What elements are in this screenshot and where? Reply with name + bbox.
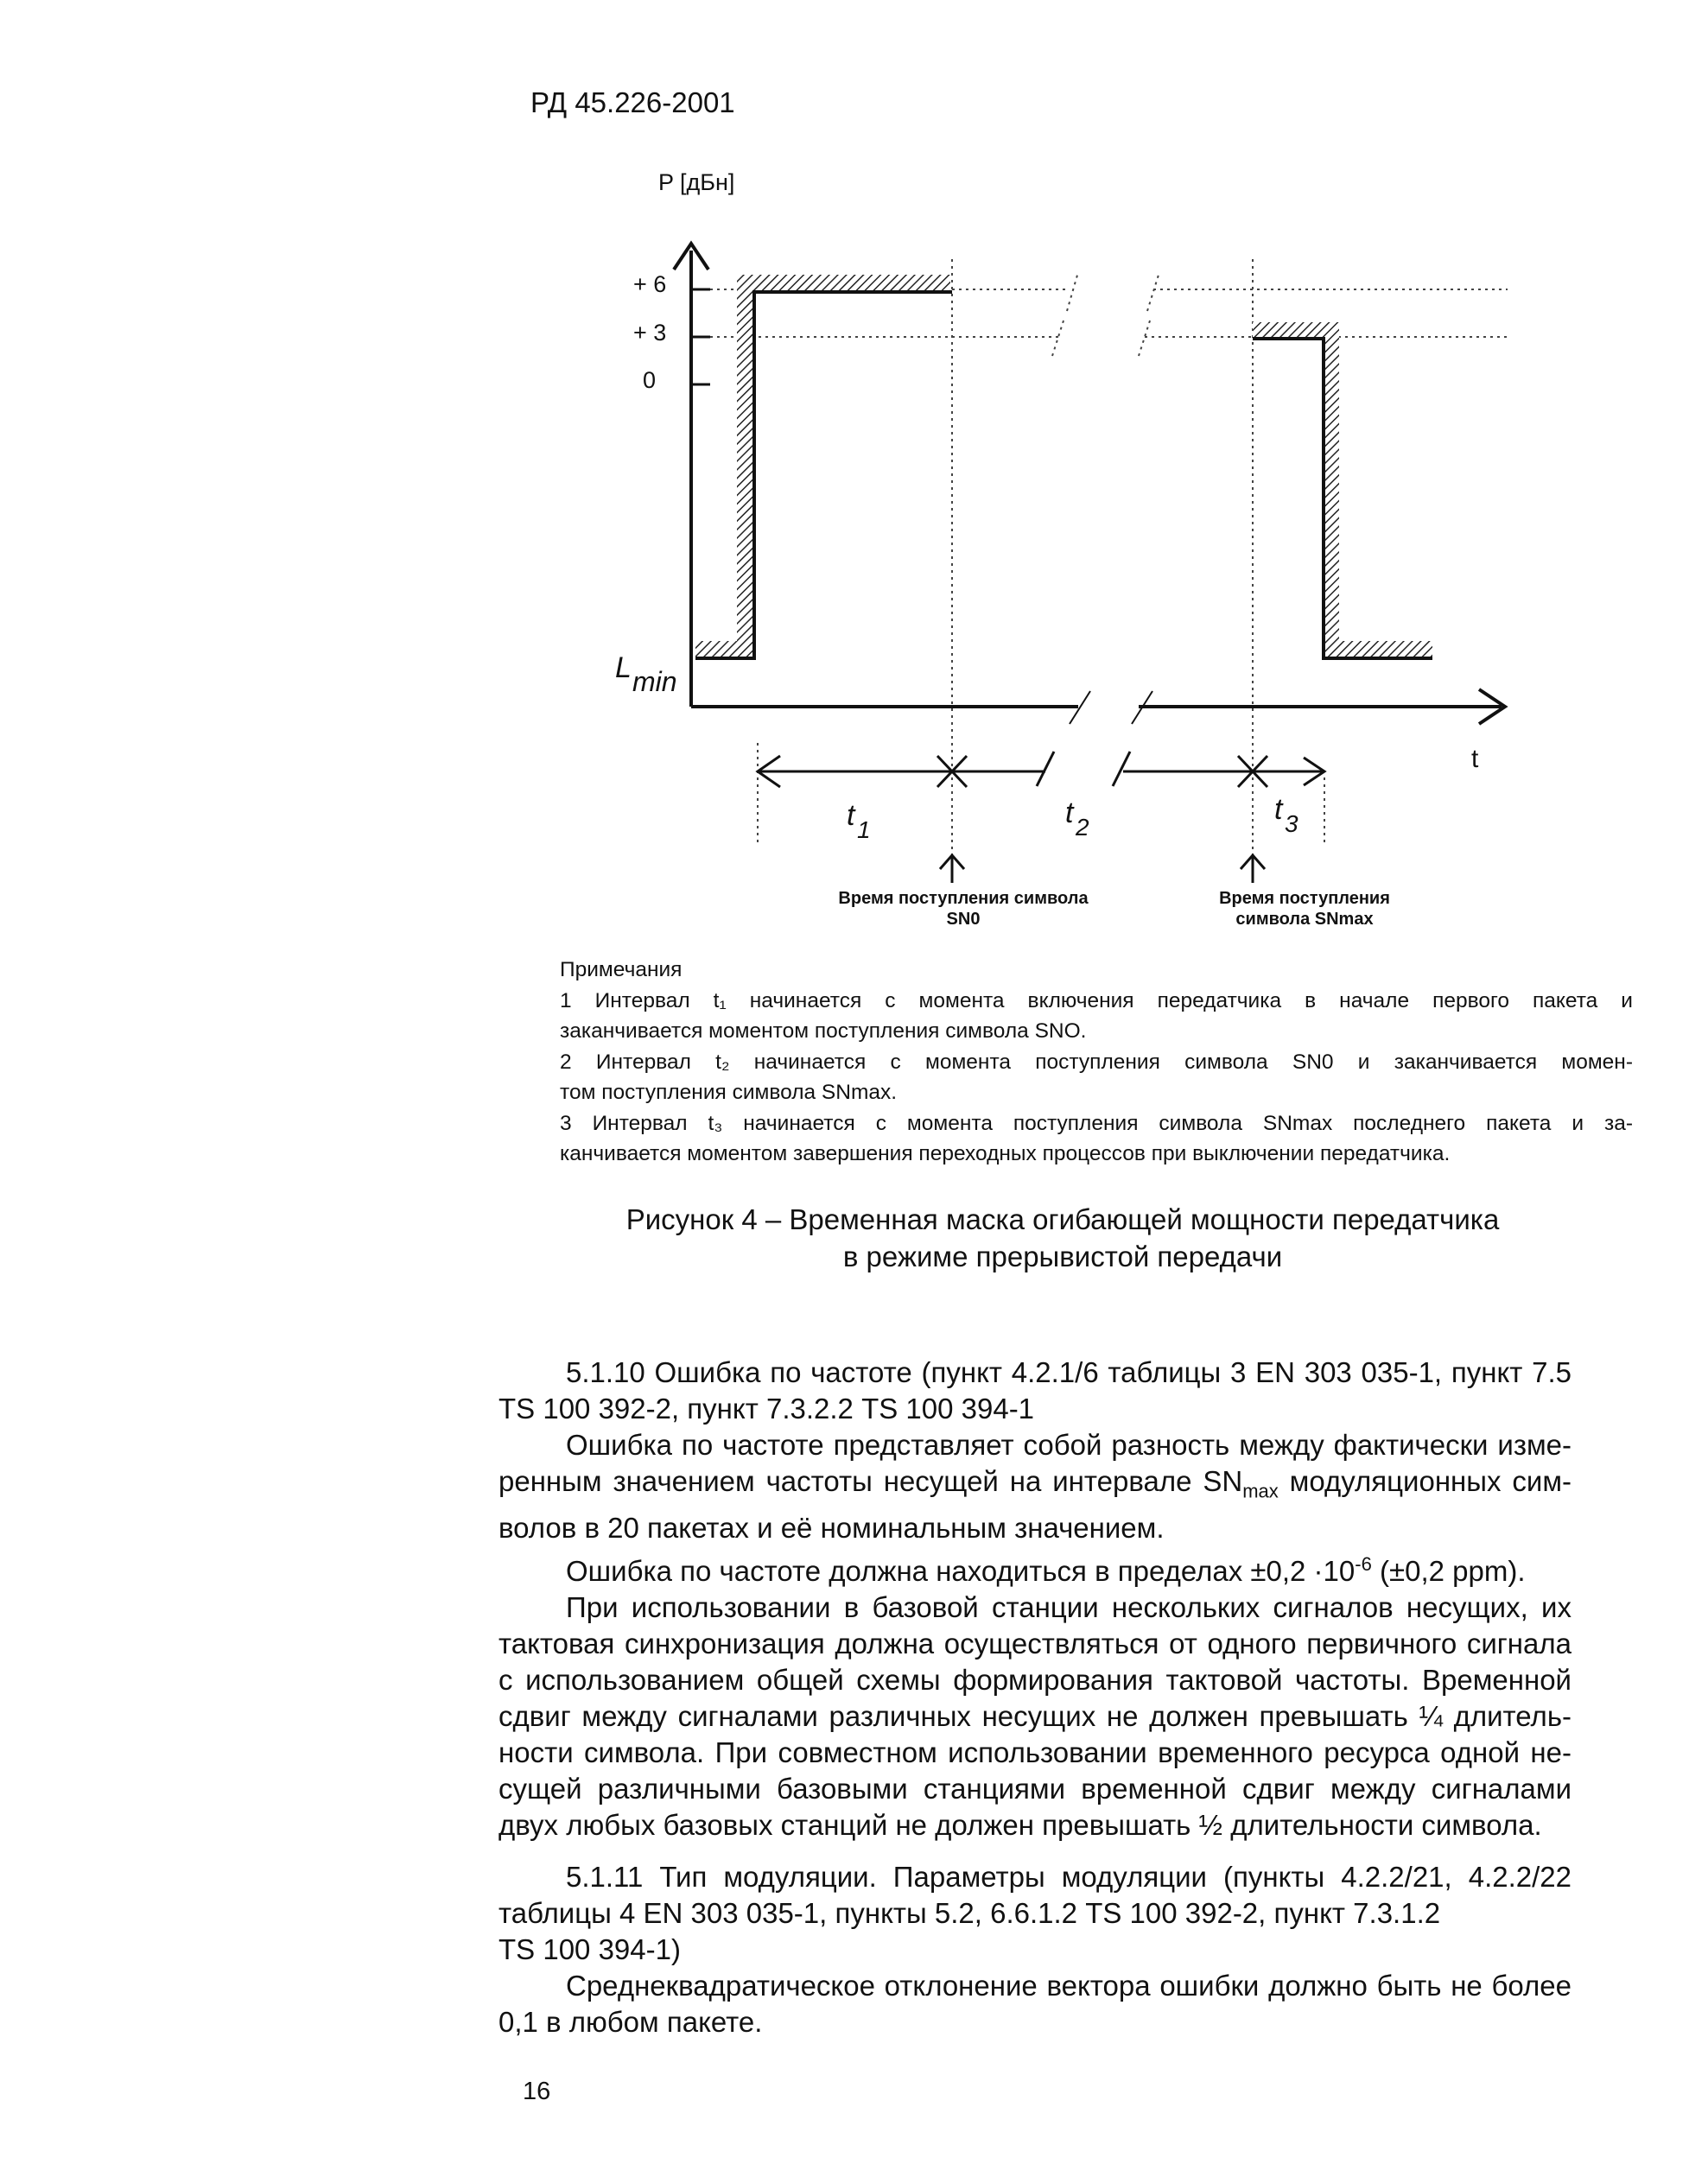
reference-lines [710,259,1508,864]
interval-t2-label: t [1065,796,1074,829]
interval-t2-sub: 2 [1076,814,1089,841]
page-number: 16 [523,2078,551,2105]
section-5-1-11-heading-line-3: TS 100 394-1) [498,1933,681,1965]
note-2-line-2: том поступления символа SNmax. [560,1081,898,1104]
para-3-line-5: ности символа. При совместном использовании временного ресурса одной не- [498,1736,1571,1768]
interval-t3-label: t [1274,793,1283,826]
note-1-line-1: 1 Интервал t₁ начинается с момента включения передатчика в начале первого пакета и [560,988,1633,1012]
note-1-line-2: заканчивается моментом поступления символа SNO. [560,1019,1087,1043]
interval-t1-sub: 1 [857,816,871,843]
para-1-line-3: волов в 20 пакетах и её номинальным значением. [498,1511,1165,1544]
sn0-label-line1: Время поступления символа [838,889,1089,908]
para-3-line-2: тактовая синхронизация должна осуществляться от одного первичного сигнала [498,1627,1571,1659]
last-pulse-mask [1253,322,1432,659]
para-evm-line-1: Среднеквадратическое отклонение вектора ошибки должно быть не более [566,1970,1571,2002]
figure-notes [560,955,1633,1170]
y-tick-label-plus3: + 3 [633,320,667,346]
y-tick-label-plus6: + 6 [633,271,667,297]
lmin-label: L [615,651,632,684]
interval-t3-sub: 3 [1285,810,1298,837]
x-axis [691,689,1505,724]
section-5-1-10-heading-line-2: TS 100 392-2, пункт 7.3.2.2 TS 100 394-1 [498,1393,1035,1425]
notes-title: Примечания [560,958,683,981]
first-pulse-mask [695,275,952,658]
lmin-subscript: min [632,666,677,697]
para-3-line-6: сущей различными базовыми станциями временной сдвиг между сигналами [498,1772,1571,1805]
sn0-label-line2: SN0 [946,910,981,929]
x-axis-label: t [1471,745,1479,773]
section-5-1-10 [498,1355,1571,1843]
para-evm-line-2: 0,1 в любом пакете. [498,2006,763,2038]
figure-caption [518,1201,1607,1275]
para-3-line-3: с использованием общей схемы формирования тактовой частоты. Временной [498,1663,1571,1696]
section-5-1-11-heading-line-1: 5.1.11 Тип модуляции. Параметры модуляции (пункты 4.2.2/21, 4.2.2/22 [566,1861,1571,1893]
para-2-line-1: Ошибка по частоте должна находиться в пределах $\pm 0,2 \cdot 10^{-6}$ (±0,2 ppm). [566,1552,1526,1587]
para-3-line-7: двух любых базовых станций не должен превышать ½ длительности символа. [498,1808,1542,1841]
section-5-1-10-heading-line-1: 5.1.10 Ошибка по частоте (пункт 4.2.1/6 таблицы 3 EN 303 035-1, пункт 7.5 [566,1356,1571,1388]
para-3-line-1: При использовании в базовой станции нескольких сигналов несущих, их [566,1590,1571,1623]
section-5-1-11-heading-line-2: таблицы 4 EN 303 035-1, пункты 5.2, 6.6.1.2 TS 100 392-2, пункт 7.3.1.2 [498,1897,1441,1929]
para-3-line-4: сдвиг между сигналами различных несущих не должен превышать ¼ длитель- [498,1699,1571,1732]
para-1-line-2: ренным значением частоты несущей на интервале $SN_{max}$ модуляционных сим- [498,1465,1571,1502]
power-time-mask-figure [0,0,1708,950]
para-1-line-1: Ошибка по частоте представляет собой разность между фактически изме- [566,1429,1571,1461]
interval-t1-label: t [847,799,855,832]
note-2-line-1: 2 Интервал t₂ начинается с момента поступления символа SN0 и заканчивается момен- [560,1050,1633,1074]
caption-line-2: в режиме прерывистой передачи [842,1241,1283,1272]
document-code-header: РД 45.226-2001 [530,86,735,118]
interval-arrows [758,752,1324,787]
y-tick-label-zero: 0 [643,367,657,393]
note-3-line-2: канчивается моментом завершения переходных процессов при выключении передатчика. [560,1142,1451,1165]
caption-line-1: Рисунок 4 – Временная маска огибающей мощности передатчика [625,1203,1500,1235]
note-3-line-1: 3 Интервал t₃ начинается с момента поступления символа SNmax последнего пакета и за- [560,1111,1633,1135]
snmax-label-line2: символа SNmax [1235,910,1374,929]
y-axis [674,244,710,707]
snmax-label-line1: Время поступления [1219,889,1390,908]
y-axis-label: P [дБн] [658,169,735,195]
section-5-1-11 [498,1859,1571,2040]
arrival-arrows [940,855,1265,883]
